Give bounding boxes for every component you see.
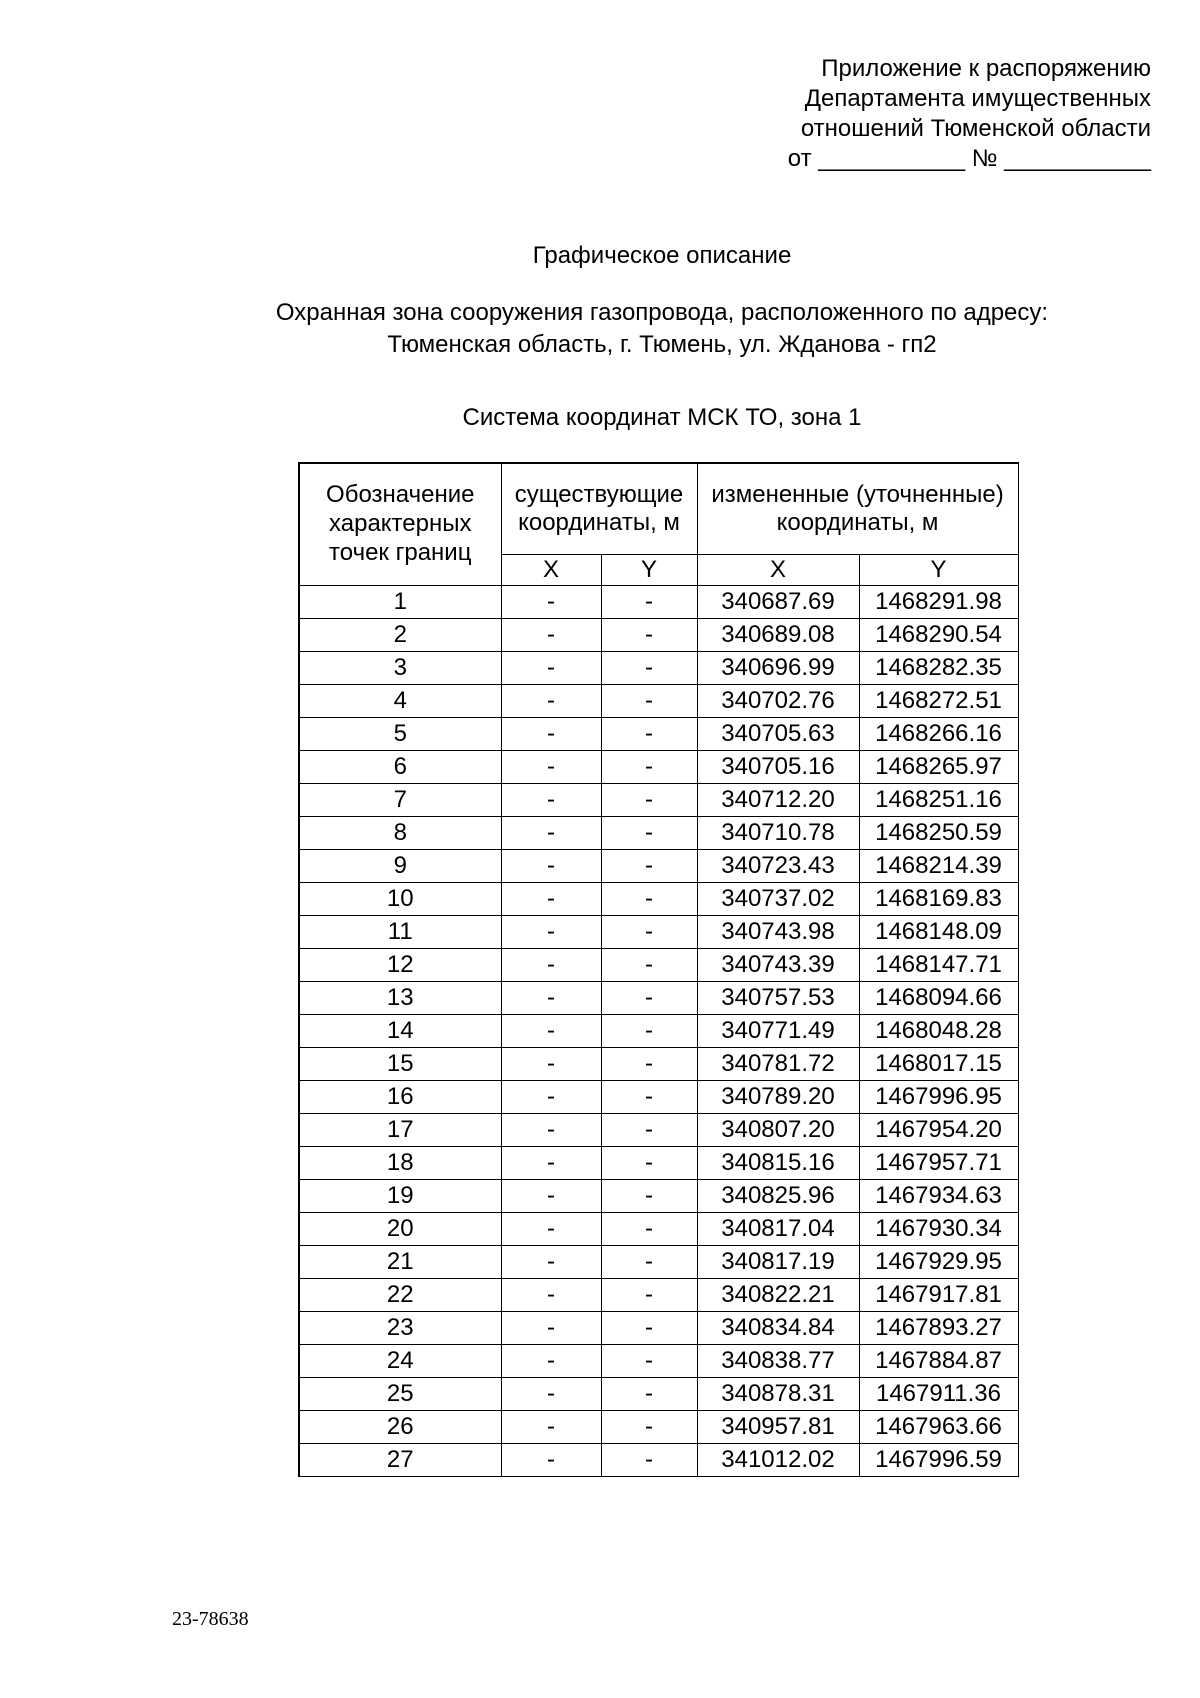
changed-y-cell: 1467911.36	[859, 1378, 1018, 1411]
table-row	[299, 850, 1018, 883]
point-number-cell: 7	[299, 784, 501, 817]
existing-y-cell: -	[601, 1213, 697, 1246]
point-number-cell: 20	[299, 1213, 501, 1246]
changed-x-cell: 340825.96	[697, 1180, 859, 1213]
existing-y-cell: -	[601, 1147, 697, 1180]
point-number-cell: 19	[299, 1180, 501, 1213]
existing-x-cell: -	[501, 1081, 601, 1114]
table-body	[299, 586, 1018, 1477]
table-row	[299, 1378, 1018, 1411]
changed-x-cell: 340838.77	[697, 1345, 859, 1378]
changed-x-cell: 340822.21	[697, 1279, 859, 1312]
point-number-cell: 6	[299, 751, 501, 784]
changed-x-cell: 340737.02	[697, 883, 859, 916]
existing-y-cell: -	[601, 784, 697, 817]
existing-x-cell: -	[501, 1312, 601, 1345]
table-row	[299, 751, 1018, 784]
existing-y-cell: -	[601, 1015, 697, 1048]
changed-y-cell: 1468094.66	[859, 982, 1018, 1015]
existing-x-cell: -	[501, 1279, 601, 1312]
existing-y-cell: -	[601, 652, 697, 685]
header-changed-x: X	[697, 555, 859, 586]
point-number-cell: 14	[299, 1015, 501, 1048]
point-number-cell: 18	[299, 1147, 501, 1180]
existing-x-cell: -	[501, 1411, 601, 1444]
table-row	[299, 1114, 1018, 1147]
changed-x-cell: 340817.19	[697, 1246, 859, 1279]
changed-y-cell: 1467963.66	[859, 1411, 1018, 1444]
table-row	[299, 982, 1018, 1015]
existing-y-cell: -	[601, 817, 697, 850]
existing-y-cell: -	[601, 1279, 697, 1312]
point-number-cell: 2	[299, 619, 501, 652]
existing-x-cell: -	[501, 982, 601, 1015]
existing-y-cell: -	[601, 850, 697, 883]
changed-x-cell: 340743.39	[697, 949, 859, 982]
point-number-cell: 10	[299, 883, 501, 916]
table-row	[299, 1345, 1018, 1378]
table-row	[299, 1411, 1018, 1444]
table-row	[299, 916, 1018, 949]
table-row	[299, 586, 1018, 619]
changed-y-cell: 1467917.81	[859, 1279, 1018, 1312]
point-number-cell: 25	[299, 1378, 501, 1411]
changed-x-cell: 340705.16	[697, 751, 859, 784]
changed-x-cell: 340815.16	[697, 1147, 859, 1180]
existing-x-cell: -	[501, 652, 601, 685]
changed-x-cell: 340817.04	[697, 1213, 859, 1246]
existing-x-cell: -	[501, 586, 601, 619]
existing-x-cell: -	[501, 883, 601, 916]
existing-x-cell: -	[501, 1114, 601, 1147]
coordinate-system-label: Система координат МСК ТО, зона 1	[462, 404, 862, 431]
existing-x-cell: -	[501, 1048, 601, 1081]
changed-y-cell: 1467930.34	[859, 1213, 1018, 1246]
changed-x-cell: 340757.53	[697, 982, 859, 1015]
changed-x-cell: 340712.20	[697, 784, 859, 817]
changed-y-cell: 1468214.39	[859, 850, 1018, 883]
changed-x-cell: 340781.72	[697, 1048, 859, 1081]
existing-x-cell: -	[501, 619, 601, 652]
existing-y-cell: -	[601, 751, 697, 784]
header-changed-y: Y	[859, 555, 1018, 586]
existing-x-cell: -	[501, 1345, 601, 1378]
changed-y-cell: 1468282.35	[859, 652, 1018, 685]
point-number-cell: 12	[299, 949, 501, 982]
changed-y-cell: 1468148.09	[859, 916, 1018, 949]
point-number-cell: 23	[299, 1312, 501, 1345]
existing-y-cell: -	[601, 1411, 697, 1444]
point-number-cell: 21	[299, 1246, 501, 1279]
document-title: Графическое описание	[532, 242, 792, 269]
existing-y-cell: -	[601, 1312, 697, 1345]
existing-y-cell: -	[601, 1378, 697, 1411]
header-existing-x: X	[501, 555, 601, 586]
existing-y-cell: -	[601, 949, 697, 982]
zone-description-line-1: Охранная зона сооружения газопровода, расположенного по адресу:	[275, 299, 1049, 326]
changed-y-cell: 1467996.95	[859, 1081, 1018, 1114]
table-row	[299, 1213, 1018, 1246]
existing-x-cell: -	[501, 817, 601, 850]
changed-x-cell: 340771.49	[697, 1015, 859, 1048]
table-row	[299, 1246, 1018, 1279]
appendix-header	[788, 54, 1151, 174]
table-row	[299, 652, 1018, 685]
table-row	[299, 1444, 1018, 1477]
existing-y-cell: -	[601, 1180, 697, 1213]
existing-y-cell: -	[601, 1081, 697, 1114]
changed-y-cell: 1467957.71	[859, 1147, 1018, 1180]
point-number-cell: 1	[299, 586, 501, 619]
existing-x-cell: -	[501, 850, 601, 883]
existing-x-cell: -	[501, 1378, 601, 1411]
existing-y-cell: -	[601, 586, 697, 619]
existing-y-cell: -	[601, 619, 697, 652]
existing-y-cell: -	[601, 685, 697, 718]
changed-y-cell: 1468290.54	[859, 619, 1018, 652]
point-number-cell: 16	[299, 1081, 501, 1114]
table-row	[299, 1279, 1018, 1312]
existing-x-cell: -	[501, 949, 601, 982]
point-number-cell: 11	[299, 916, 501, 949]
changed-x-cell: 340689.08	[697, 619, 859, 652]
table-row	[299, 1147, 1018, 1180]
changed-x-cell: 340705.63	[697, 718, 859, 751]
header-existing-coordinates: существующие координаты, м	[501, 463, 697, 555]
existing-y-cell: -	[601, 718, 697, 751]
header-existing-y: Y	[601, 555, 697, 586]
changed-y-cell: 1467954.20	[859, 1114, 1018, 1147]
changed-x-cell: 340807.20	[697, 1114, 859, 1147]
existing-x-cell: -	[501, 1444, 601, 1477]
table-header	[299, 463, 1018, 586]
changed-y-cell: 1468291.98	[859, 586, 1018, 619]
changed-y-cell: 1467884.87	[859, 1345, 1018, 1378]
changed-y-cell: 1468272.51	[859, 685, 1018, 718]
table-row	[299, 949, 1018, 982]
changed-y-cell: 1468266.16	[859, 718, 1018, 751]
header-changed-coordinates: измененные (уточненные) координаты, м	[697, 463, 1018, 555]
table-row	[299, 1081, 1018, 1114]
table-row	[299, 1048, 1018, 1081]
existing-y-cell: -	[601, 1246, 697, 1279]
existing-x-cell: -	[501, 1180, 601, 1213]
point-number-cell: 26	[299, 1411, 501, 1444]
changed-x-cell: 340789.20	[697, 1081, 859, 1114]
header-line-4: от ___________ № ___________	[787, 145, 1151, 172]
zone-description-line-2: Тюменская область, г. Тюмень, ул. Жданова - гп2	[387, 331, 937, 358]
changed-x-cell: 341012.02	[697, 1444, 859, 1477]
table-row	[299, 1015, 1018, 1048]
document-number: 23-78638	[172, 1608, 249, 1630]
point-number-cell: 15	[299, 1048, 501, 1081]
changed-x-cell: 340878.31	[697, 1378, 859, 1411]
changed-x-cell: 340834.84	[697, 1312, 859, 1345]
changed-x-cell: 340723.43	[697, 850, 859, 883]
header-point-designation: Обозначение характерных точек границ	[299, 463, 501, 586]
table-row	[299, 619, 1018, 652]
existing-y-cell: -	[601, 1048, 697, 1081]
changed-y-cell: 1467893.27	[859, 1312, 1018, 1345]
changed-y-cell: 1467934.63	[859, 1180, 1018, 1213]
changed-x-cell: 340696.99	[697, 652, 859, 685]
existing-x-cell: -	[501, 1213, 601, 1246]
point-number-cell: 22	[299, 1279, 501, 1312]
coordinates-table	[298, 462, 1019, 1477]
table-row	[299, 883, 1018, 916]
table-row	[299, 1312, 1018, 1345]
point-number-cell: 8	[299, 817, 501, 850]
changed-y-cell: 1468251.16	[859, 784, 1018, 817]
table-row	[299, 718, 1018, 751]
header-line-3: отношений Тюменской области	[800, 115, 1151, 142]
existing-x-cell: -	[501, 718, 601, 751]
changed-y-cell: 1467996.59	[859, 1444, 1018, 1477]
changed-y-cell: 1468169.83	[859, 883, 1018, 916]
existing-y-cell: -	[601, 982, 697, 1015]
existing-x-cell: -	[501, 751, 601, 784]
existing-x-cell: -	[501, 1246, 601, 1279]
existing-x-cell: -	[501, 784, 601, 817]
existing-y-cell: -	[601, 916, 697, 949]
changed-x-cell: 340702.76	[697, 685, 859, 718]
point-number-cell: 3	[299, 652, 501, 685]
table-row	[299, 817, 1018, 850]
existing-y-cell: -	[601, 883, 697, 916]
header-line-1: Приложение к распоряжению	[821, 55, 1151, 82]
changed-y-cell: 1468265.97	[859, 751, 1018, 784]
table-row	[299, 1180, 1018, 1213]
changed-y-cell: 1468250.59	[859, 817, 1018, 850]
table-row	[299, 685, 1018, 718]
existing-x-cell: -	[501, 1147, 601, 1180]
changed-x-cell: 340687.69	[697, 586, 859, 619]
table-row	[299, 784, 1018, 817]
point-number-cell: 4	[299, 685, 501, 718]
point-number-cell: 9	[299, 850, 501, 883]
existing-y-cell: -	[601, 1444, 697, 1477]
changed-x-cell: 340957.81	[697, 1411, 859, 1444]
existing-x-cell: -	[501, 1015, 601, 1048]
point-number-cell: 5	[299, 718, 501, 751]
changed-y-cell: 1468017.15	[859, 1048, 1018, 1081]
point-number-cell: 27	[299, 1444, 501, 1477]
existing-y-cell: -	[601, 1114, 697, 1147]
changed-y-cell: 1468048.28	[859, 1015, 1018, 1048]
existing-x-cell: -	[501, 685, 601, 718]
point-number-cell: 24	[299, 1345, 501, 1378]
changed-y-cell: 1467929.95	[859, 1246, 1018, 1279]
changed-x-cell: 340743.98	[697, 916, 859, 949]
point-number-cell: 13	[299, 982, 501, 1015]
existing-y-cell: -	[601, 1345, 697, 1378]
changed-y-cell: 1468147.71	[859, 949, 1018, 982]
changed-x-cell: 340710.78	[697, 817, 859, 850]
existing-x-cell: -	[501, 916, 601, 949]
point-number-cell: 17	[299, 1114, 501, 1147]
header-line-2: Департамента имущественных	[804, 85, 1151, 112]
